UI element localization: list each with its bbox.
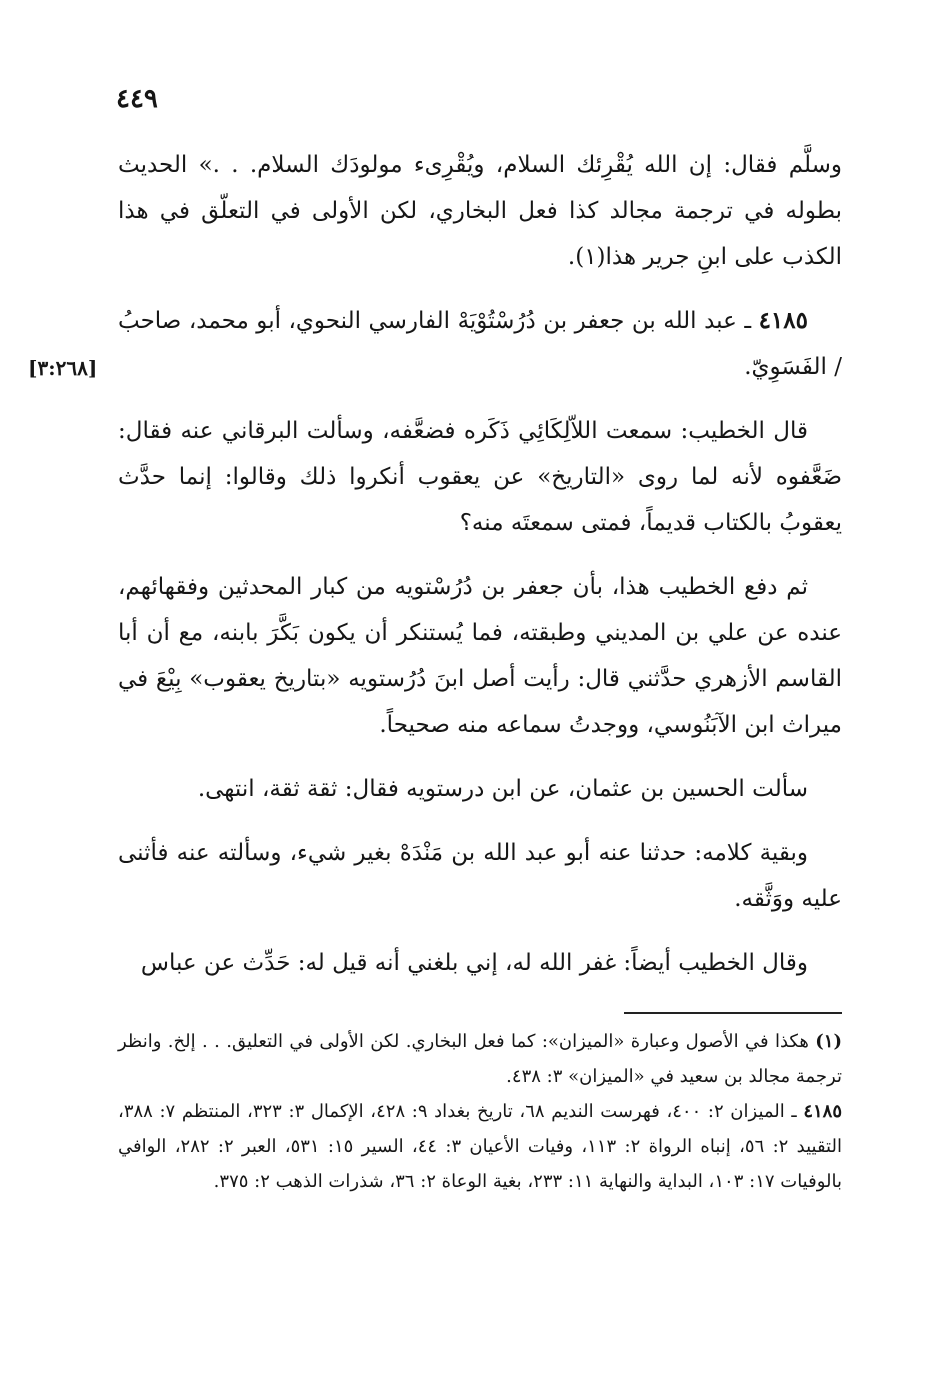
footnote-1-marker: (١) — [815, 1031, 842, 1052]
paragraph-rest-of-speech: وبقية كلامه: حدثنا عنه أبو عبد الله بن مَنْدَهْ بغير شيء، وسألته عنه فأثنى عليه ووَثَّقه. — [118, 840, 842, 912]
footnote-sources-marker: ٤١٨٥ — [803, 1101, 843, 1122]
footnote-sources — [118, 1094, 842, 1199]
footnote-sources-text: ـ الميزان ٢: ٤٠٠، فهرست النديم ٦٨، تاريخ بغداد ٩: ٤٢٨، الإكمال ٣: ٣٢٣، المنتظم ٧: ٣٨٨، التقييد ٢: ٥٦، إنباه الرواة ٢: ١١٣، وفيات الأعيان ٣: ٤٤، السير ١٥: ٥٣١، العبر ٢: ٢٨٢، الوافي بالوفيات ١٧: ١٠٣، البداية والنهاية ١١: ٢٣٣، بغية الوعاة ٢: ٣٦، شذرات الذهب ٢: ٣٧٥. — [118, 1101, 842, 1192]
main-text — [118, 142, 842, 986]
footnote-1-text: هكذا في الأصول وعبارة «الميزان»: كما فعل البخاري. لكن الأولى في التعليق. . . إلخ. وانظر ترجمة مجالد بن سعيد في «الميزان» ٣: ٤٣٨. — [118, 1031, 842, 1087]
margin-volume-reference: [٣:٢٦٨] — [28, 356, 98, 380]
footnote-1 — [118, 1024, 842, 1094]
page-number: ٤٤٩ — [116, 84, 158, 114]
paragraph-khatib-defense: ثم دفع الخطيب هذا، بأن جعفر بن دُرُسْتويه من كبار المحدثين وفقهائهم، عنده عن علي بن المديني وطبقته، فما يُستنكر أن يكون بَكَّرَ بابنه، مع أن أبا القاسم الأزهري حدَّثني قال: رأيت أصل ابنَ دُرُستويه «بتاريخ يعقوب» بِيْعَ في ميراث ابن الآبَنُوسي، ووجدتُ سماعه منه صحيحاً. — [118, 574, 842, 738]
paragraph-khatib-quote: قال الخطيب: سمعت اللاّلِكَائِي ذَكَره فضعَّفه، وسألت البرقاني عنه فقال: ضَعَّفوه لأنه لما روى «التاريخ» عن يعقوب أنكروا ذلك وقالوا: إنما حدَّث يعقوبُ بالكتاب قديماً، فمتى سمعتَه منه؟ — [118, 418, 842, 536]
paragraph-khatib-also: وقال الخطيب أيضاً: غفر الله له، إني بلغني أنه قيل له: حَدِّث عن عباس — [140, 950, 808, 976]
biography-entry-heading — [118, 298, 842, 390]
entry-number: ٤١٨٥ — [758, 307, 808, 334]
paragraph-continuation: وسلَّم فقال: إن الله يُقْرِئك السلام، ويُقْرِىء مولودَك السلام. . .» الحديث بطوله في ترجمة مجالد كذا فعل البخاري، لكن الأولى في التعلّق في هذا الكذب على ابنِ جرير هذا(١). — [118, 152, 842, 270]
paragraph-husayn-quote: سألت الحسين بن عثمان، عن ابن درستويه فقال: ثقة ثقة، انتهى. — [197, 776, 808, 802]
entry-title: ـ عبد الله بن جعفر بن دُرُسْتُوْيَهْ الفارسي النحوي، أبو محمد، صاحبُ / الفَسَوِيّ. — [118, 308, 842, 380]
footnote-divider — [624, 1012, 842, 1014]
footnotes — [118, 1024, 842, 1199]
